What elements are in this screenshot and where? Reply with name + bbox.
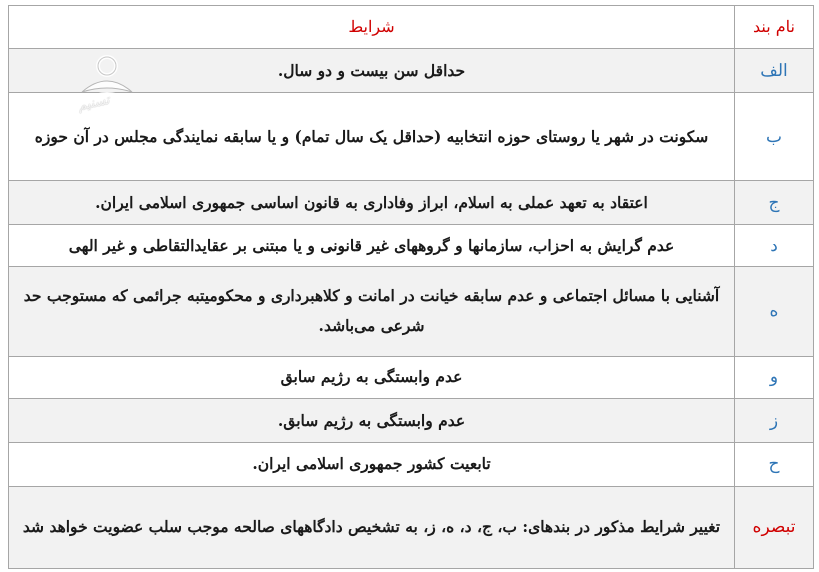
table-row — [9, 48, 814, 93]
row-code: و — [735, 356, 814, 399]
row-text: حداقل سن بیست و دو سال. — [9, 48, 735, 93]
header-condition: شرایط — [9, 6, 735, 49]
table-row — [9, 267, 814, 356]
table-header-row — [9, 6, 814, 49]
row-code: ز — [735, 399, 814, 443]
row-code: ج — [735, 180, 814, 225]
row-text: عدم گرایش به احزاب، سازمانها و گروههای غیر قانونی و یا مبتنی بر عقایدالتقاطی و غیر الهی — [9, 225, 735, 267]
row-text: آشنایی با مسائل اجتماعی و عدم سابقه خیانت در امانت و کلاهبرداری و محکومیتبه جرائمی که مستوجب حد شرعی می‌باشد. — [9, 267, 735, 356]
row-text: عدم وابستگی به رژیم سابق — [9, 356, 735, 399]
row-text: سکونت در شهر یا روستای حوزه انتخابیه (حداقل یک سال تمام) و یا سابقه نمایندگی مجلس در آن حوزه — [9, 93, 735, 180]
table-row — [9, 486, 814, 568]
table-row — [9, 180, 814, 225]
table-row — [9, 442, 814, 486]
table-row — [9, 225, 814, 267]
table-row — [9, 399, 814, 443]
row-text: تابعیت کشور جمهوری اسلامی ایران. — [9, 442, 735, 486]
table-row — [9, 93, 814, 180]
row-code: ه — [735, 267, 814, 356]
table-row — [9, 356, 814, 399]
header-code: نام بند — [735, 6, 814, 49]
row-code: الف — [735, 48, 814, 93]
row-code: د — [735, 225, 814, 267]
row-text: عدم وابستگی به رژیم سابق. — [9, 399, 735, 443]
row-code: ح — [735, 442, 814, 486]
row-text: اعتقاد به تعهد عملی به اسلام، ابراز وفاداری به قانون اساسی جمهوری اسلامی ایران. — [9, 180, 735, 225]
row-text: تغییر شرایط مذکور در بندهای: ب، ج، د، ه، ز، به تشخیص دادگاههای صالحه موجب سلب عضویت خواهد شد — [9, 486, 735, 568]
row-code: ب — [735, 93, 814, 180]
conditions-table — [8, 5, 814, 569]
row-code: تبصره — [735, 486, 814, 568]
watermark-text: تسنیم — [76, 92, 111, 115]
